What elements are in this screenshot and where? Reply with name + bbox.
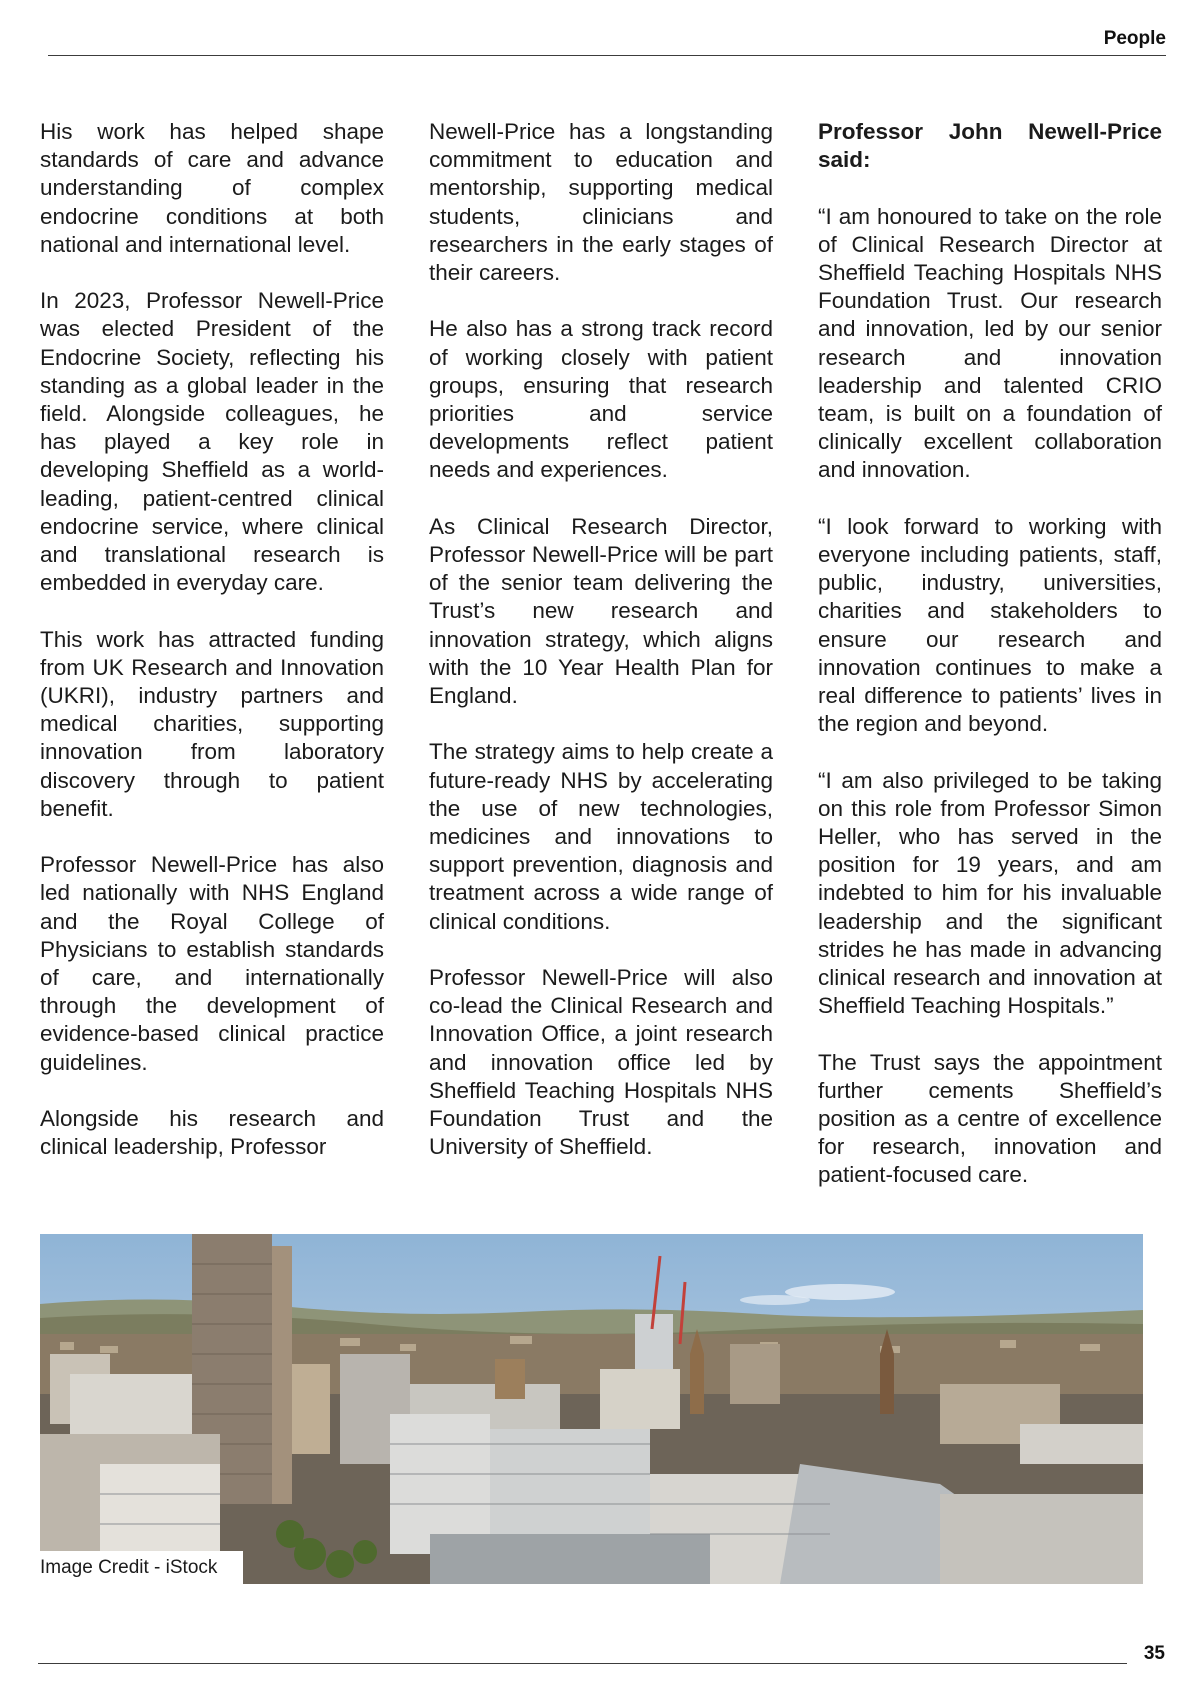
paragraph: Alongside his research and clinical leadership, Professor [40, 1106, 384, 1160]
paragraph: In 2023, Professor Newell-Price was elected President of the Endocrine Society, reflecting his standing as a global leader in the field. Alongside colleagues, he has played a key role in developing Sheffield as a world-leading, patient-centred clinical endocrine service, where clinical and translational research is embedded in everyday care. [40, 288, 384, 596]
paragraph: Professor Newell-Price will also co-lead the Clinical Research and Innovation Office, a joint research and innovation office led by Sheffield Teaching Hospitals NHS Foundation Trust and the University of Sheffield. [429, 965, 773, 1160]
quote-heading: Professor John Newell-Price said: [818, 119, 1162, 173]
city-skyline-illustration [40, 1234, 1143, 1584]
section-label: People [1103, 28, 1166, 49]
page-number: 35 [1143, 1643, 1165, 1664]
city-skyline-photo [40, 1234, 1143, 1584]
paragraph: “I am also privileged to be taking on this role from Professor Simon Heller, who has served in the position for 19 years, and am indebted to him for his invaluable leadership and the significant strides he has made in advancing clinical research and innovation at Sheffield Teaching Hospitals.” [818, 767, 1162, 1019]
paragraph: “I look forward to working with everyone including patients, staff, public, industry, universities, charities and stakeholders to ensure our research and innovation continues to make a real difference to patients’ lives in the region and beyond. [818, 513, 1162, 737]
paragraph: “I am honoured to take on the role of Clinical Research Director at Sheffield Teaching Hospitals NHS Foundation Trust. Our research and innovation, led by our senior research and innovation leadership and talented CRIO team, is built on a foundation of clinically excellent collaboration and innovation. [818, 203, 1162, 483]
article-column-2 [429, 118, 773, 1190]
paragraph: Professor Newell-Price has also led nationally with NHS England and the Royal College of Physicians to establish standards of care, and internationally through the development of evidence-based clinical practice guidelines. [40, 852, 384, 1075]
image-credit: Image Credit - iStock [40, 1551, 243, 1584]
paragraph: The strategy aims to help create a future-ready NHS by accelerating the use of new technologies, medicines and innovations to support prevention, diagnosis and treatment across a wide range of clinical conditions. [429, 739, 773, 934]
footer-divider [38, 1663, 1127, 1664]
paragraph: Newell-Price has a longstanding commitment to education and mentorship, supporting medical students, clinicians and researchers in the early stages of their careers. [429, 119, 773, 286]
paragraph: His work has helped shape standards of care and advance understanding of complex endocrine conditions at both national and international level. [40, 119, 384, 257]
paragraph: As Clinical Research Director, Professor Newell-Price will be part of the senior team delivering the Trust’s new research and innovation strategy, which aligns with the 10 Year Health Plan for England. [429, 513, 773, 709]
paragraph: This work has attracted funding from UK Research and Innovation (UKRI), industry partners and medical charities, supporting innovation from laboratory discovery through to patient benefit. [40, 626, 384, 821]
paragraph: He also has a strong track record of working closely with patient groups, ensuring that research priorities and service developments reflect patient needs and experiences. [429, 316, 773, 483]
paragraph: The Trust says the appointment further cements Sheffield’s position as a centre of excellence for research, innovation and patient-focused care. [818, 1049, 1162, 1188]
header-divider [48, 55, 1166, 56]
article-column-1 [40, 118, 384, 1190]
article-column-3 [818, 118, 1162, 1218]
